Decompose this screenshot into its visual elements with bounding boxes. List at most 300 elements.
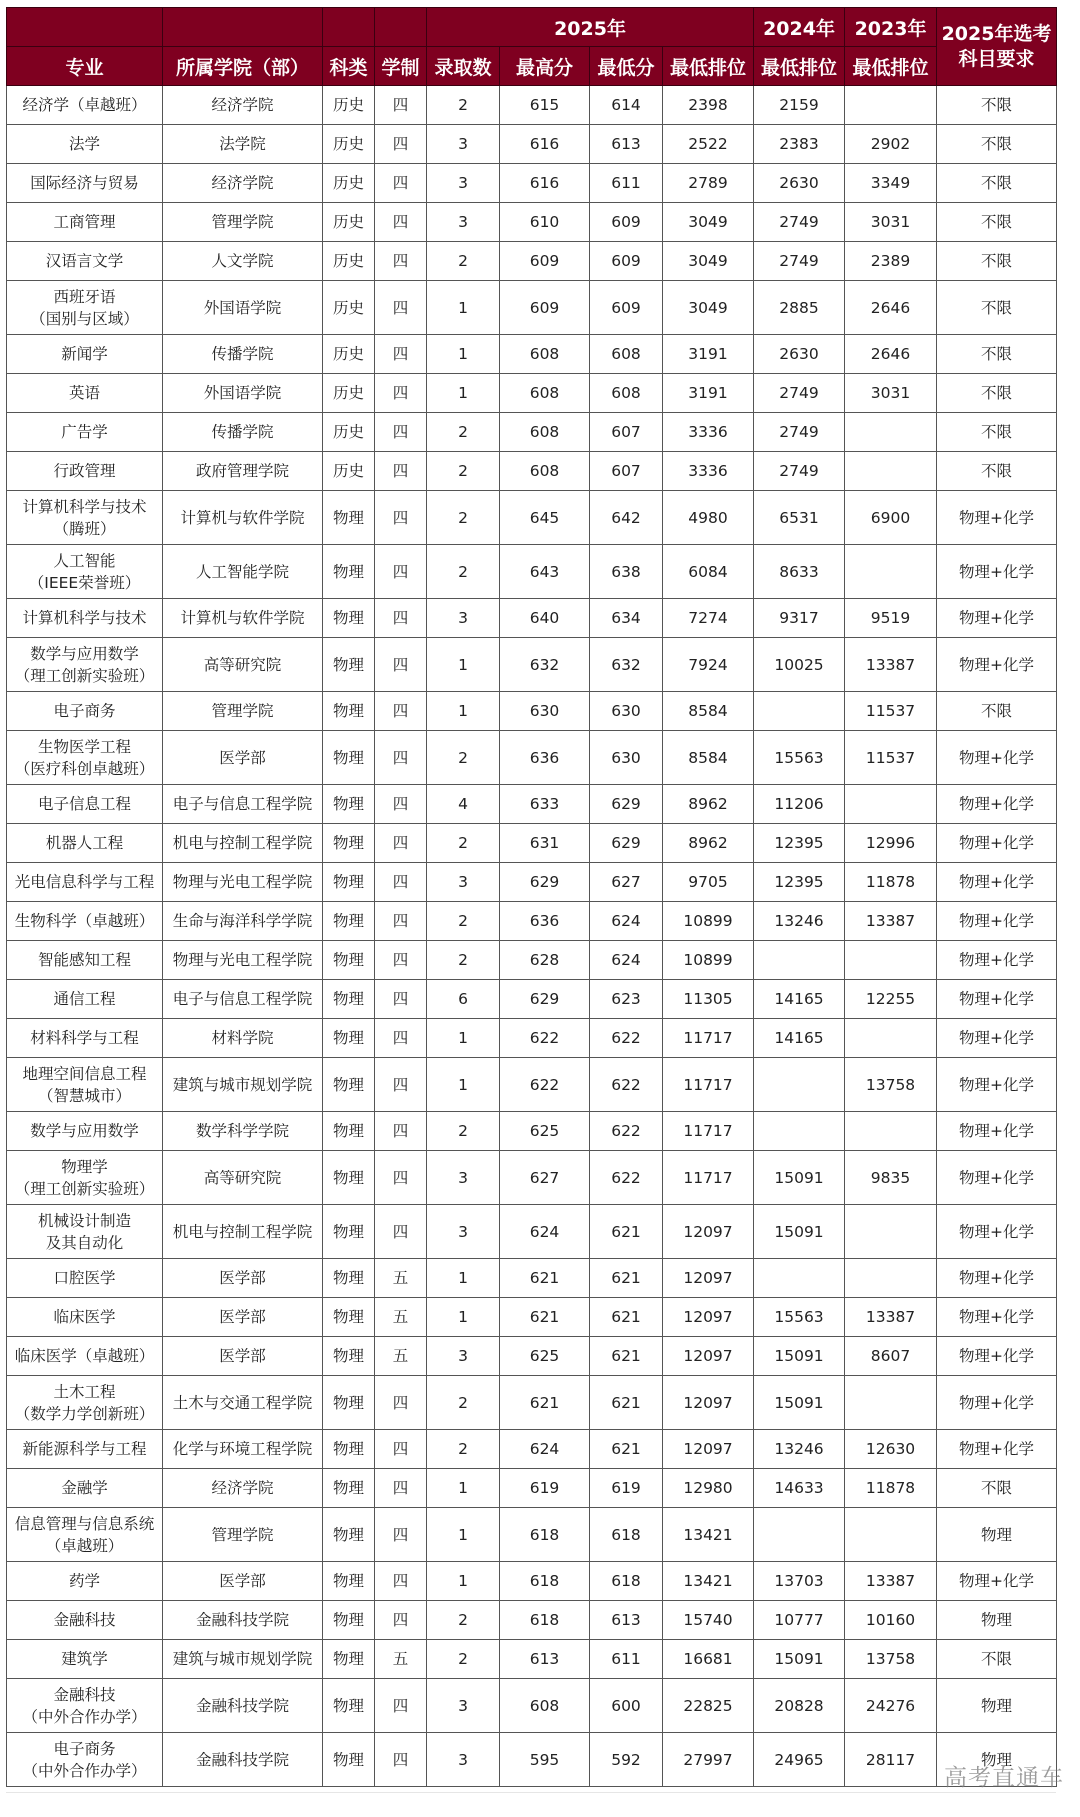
cell-admitted: 1 (427, 1058, 500, 1112)
cell-min-score-2025: 607 (590, 413, 663, 452)
cell-min-rank-2024: 2749 (754, 242, 845, 281)
cell-max-score-2025: 631 (500, 824, 590, 863)
cell-college: 建筑与城市规划学院 (163, 1058, 323, 1112)
cell-category: 历史 (323, 413, 375, 452)
table-header (7, 8, 1057, 86)
cell-years: 四 (375, 1508, 427, 1562)
cell-college: 传播学院 (163, 335, 323, 374)
cell-years: 四 (375, 242, 427, 281)
cell-admitted: 1 (427, 1562, 500, 1601)
admission-table-container (6, 7, 1056, 1787)
cell-subject-requirement: 不限 (937, 335, 1057, 374)
cell-category: 历史 (323, 452, 375, 491)
cell-min-rank-2024: 2630 (754, 164, 845, 203)
cell-category: 物理 (323, 902, 375, 941)
cell-min-rank-2023 (845, 941, 937, 980)
cell-category: 物理 (323, 1298, 375, 1337)
cell-years: 五 (375, 1337, 427, 1376)
table-row (7, 335, 1057, 374)
cell-years: 四 (375, 1733, 427, 1787)
cell-min-rank-2025: 3049 (663, 242, 754, 281)
cell-max-score-2025: 643 (500, 545, 590, 599)
cell-max-score-2025: 640 (500, 599, 590, 638)
cell-admitted: 3 (427, 1679, 500, 1733)
cell-category: 物理 (323, 1337, 375, 1376)
cell-min-rank-2025: 7274 (663, 599, 754, 638)
header-min-score-2025: 最低分 (590, 47, 663, 86)
cell-major: 地理空间信息工程 （智慧城市） (7, 1058, 163, 1112)
cell-max-score-2025: 618 (500, 1508, 590, 1562)
cell-admitted: 3 (427, 1205, 500, 1259)
cell-category: 物理 (323, 1112, 375, 1151)
cell-college: 管理学院 (163, 203, 323, 242)
cell-min-score-2025: 630 (590, 731, 663, 785)
table-row (7, 1337, 1057, 1376)
cell-subject-requirement: 物理+化学 (937, 1337, 1057, 1376)
cell-subject-requirement: 物理+化学 (937, 545, 1057, 599)
cell-min-rank-2024 (754, 1058, 845, 1112)
cell-min-score-2025: 629 (590, 824, 663, 863)
cell-subject-requirement: 物理+化学 (937, 491, 1057, 545)
cell-min-rank-2023: 2389 (845, 242, 937, 281)
cell-min-rank-2023 (845, 1259, 937, 1298)
cell-min-rank-2023: 13387 (845, 1562, 937, 1601)
cell-subject-requirement: 物理+化学 (937, 1019, 1057, 1058)
cell-subject-requirement: 不限 (937, 374, 1057, 413)
cell-subject-requirement: 物理+化学 (937, 1151, 1057, 1205)
cell-min-rank-2024: 12395 (754, 863, 845, 902)
cell-category: 历史 (323, 86, 375, 125)
cell-max-score-2025: 630 (500, 692, 590, 731)
cell-college: 医学部 (163, 1259, 323, 1298)
cell-min-rank-2024: 15091 (754, 1376, 845, 1430)
cell-min-rank-2023: 13387 (845, 638, 937, 692)
cell-admitted: 3 (427, 863, 500, 902)
cell-min-score-2025: 613 (590, 1601, 663, 1640)
table-row (7, 902, 1057, 941)
cell-min-rank-2023: 12996 (845, 824, 937, 863)
cell-min-rank-2023: 8607 (845, 1337, 937, 1376)
cell-category: 物理 (323, 1508, 375, 1562)
header-years: 学制 (375, 47, 427, 86)
cell-years: 四 (375, 902, 427, 941)
table-row (7, 1019, 1057, 1058)
table-row (7, 1058, 1057, 1112)
cell-min-rank-2023 (845, 1205, 937, 1259)
cell-admitted: 6 (427, 980, 500, 1019)
cell-category: 物理 (323, 1019, 375, 1058)
header-blank (163, 8, 323, 47)
cell-min-rank-2025: 12097 (663, 1337, 754, 1376)
cell-min-rank-2024: 2749 (754, 413, 845, 452)
cell-min-rank-2025: 8584 (663, 692, 754, 731)
cell-max-score-2025: 616 (500, 164, 590, 203)
cell-subject-requirement: 物理 (937, 1601, 1057, 1640)
cell-min-rank-2024: 8633 (754, 545, 845, 599)
cell-max-score-2025: 621 (500, 1298, 590, 1337)
cell-min-score-2025: 621 (590, 1259, 663, 1298)
cell-max-score-2025: 632 (500, 638, 590, 692)
cell-subject-requirement: 物理+化学 (937, 638, 1057, 692)
header-group-2023: 2023年 (845, 8, 937, 47)
cell-max-score-2025: 624 (500, 1205, 590, 1259)
cell-max-score-2025: 621 (500, 1259, 590, 1298)
cell-min-rank-2024: 13246 (754, 902, 845, 941)
cell-major: 新闻学 (7, 335, 163, 374)
cell-min-rank-2023: 13758 (845, 1640, 937, 1679)
cell-years: 四 (375, 1151, 427, 1205)
cell-subject-requirement: 物理 (937, 1733, 1057, 1787)
header-min-rank-2025: 最低排位 (663, 47, 754, 86)
cell-min-rank-2024: 9317 (754, 599, 845, 638)
cell-subject-requirement: 物理+化学 (937, 599, 1057, 638)
cell-min-rank-2023 (845, 545, 937, 599)
table-row (7, 941, 1057, 980)
cell-major: 工商管理 (7, 203, 163, 242)
cell-category: 历史 (323, 374, 375, 413)
cell-major: 数学与应用数学 （理工创新实验班） (7, 638, 163, 692)
cell-subject-requirement: 物理+化学 (937, 863, 1057, 902)
header-admitted: 录取数 (427, 47, 500, 86)
cell-category: 物理 (323, 1601, 375, 1640)
cell-min-score-2025: 624 (590, 941, 663, 980)
table-row (7, 1376, 1057, 1430)
cell-min-rank-2025: 12097 (663, 1259, 754, 1298)
cell-category: 物理 (323, 692, 375, 731)
cell-min-rank-2023: 10160 (845, 1601, 937, 1640)
cell-min-rank-2023: 13758 (845, 1058, 937, 1112)
cell-major: 法学 (7, 125, 163, 164)
cell-subject-requirement: 物理+化学 (937, 731, 1057, 785)
cell-max-score-2025: 616 (500, 125, 590, 164)
cell-years: 四 (375, 1562, 427, 1601)
cell-years: 四 (375, 1679, 427, 1733)
cell-min-score-2025: 611 (590, 164, 663, 203)
cell-admitted: 2 (427, 1112, 500, 1151)
cell-min-score-2025: 621 (590, 1298, 663, 1337)
cell-college: 数学科学学院 (163, 1112, 323, 1151)
cell-major: 电子信息工程 (7, 785, 163, 824)
cell-min-rank-2025: 8584 (663, 731, 754, 785)
cell-subject-requirement: 物理+化学 (937, 824, 1057, 863)
cell-min-score-2025: 623 (590, 980, 663, 1019)
cell-major: 经济学（卓越班） (7, 86, 163, 125)
cell-min-rank-2023: 2646 (845, 281, 937, 335)
cell-subject-requirement: 不限 (937, 452, 1057, 491)
cell-min-rank-2025: 3049 (663, 203, 754, 242)
cell-min-score-2025: 613 (590, 125, 663, 164)
cell-min-rank-2025: 8962 (663, 824, 754, 863)
cell-category: 物理 (323, 980, 375, 1019)
cell-min-rank-2024: 13246 (754, 1430, 845, 1469)
table-row (7, 980, 1057, 1019)
cell-college: 医学部 (163, 731, 323, 785)
cell-max-score-2025: 618 (500, 1562, 590, 1601)
cell-major: 信息管理与信息系统 （卓越班） (7, 1508, 163, 1562)
cell-min-rank-2024: 2159 (754, 86, 845, 125)
cell-admitted: 1 (427, 692, 500, 731)
cell-major: 口腔医学 (7, 1259, 163, 1298)
table-row (7, 692, 1057, 731)
table-row (7, 599, 1057, 638)
cell-college: 计算机与软件学院 (163, 491, 323, 545)
cell-category: 物理 (323, 1733, 375, 1787)
cell-max-score-2025: 636 (500, 902, 590, 941)
cell-min-rank-2025: 3336 (663, 452, 754, 491)
cell-min-rank-2025: 12980 (663, 1469, 754, 1508)
cell-major: 临床医学（卓越班） (7, 1337, 163, 1376)
cell-admitted: 2 (427, 545, 500, 599)
cell-major: 广告学 (7, 413, 163, 452)
cell-min-rank-2025: 3191 (663, 335, 754, 374)
cell-min-rank-2024 (754, 941, 845, 980)
cell-years: 四 (375, 638, 427, 692)
cell-category: 物理 (323, 638, 375, 692)
cell-min-rank-2023 (845, 1508, 937, 1562)
cell-years: 四 (375, 1019, 427, 1058)
header-subject-requirement (937, 8, 1057, 86)
table-row (7, 863, 1057, 902)
cell-major: 新能源科学与工程 (7, 1430, 163, 1469)
table-row (7, 86, 1057, 125)
cell-category: 物理 (323, 863, 375, 902)
cell-category: 物理 (323, 731, 375, 785)
cell-min-rank-2023: 9835 (845, 1151, 937, 1205)
table-row (7, 638, 1057, 692)
cell-major: 金融科技 （中外合作办学） (7, 1679, 163, 1733)
cell-max-score-2025: 609 (500, 242, 590, 281)
watermark: 高考直通车 (944, 1765, 1064, 1791)
cell-college: 经济学院 (163, 86, 323, 125)
cell-admitted: 3 (427, 1733, 500, 1787)
cell-min-score-2025: 632 (590, 638, 663, 692)
cell-max-score-2025: 622 (500, 1058, 590, 1112)
cell-admitted: 1 (427, 1469, 500, 1508)
cell-admitted: 1 (427, 374, 500, 413)
cell-subject-requirement: 不限 (937, 164, 1057, 203)
cell-min-rank-2023: 2646 (845, 335, 937, 374)
cell-admitted: 2 (427, 731, 500, 785)
cell-max-score-2025: 625 (500, 1337, 590, 1376)
cell-years: 四 (375, 731, 427, 785)
cell-college: 政府管理学院 (163, 452, 323, 491)
cell-admitted: 2 (427, 452, 500, 491)
cell-min-rank-2023: 12255 (845, 980, 937, 1019)
cell-years: 四 (375, 491, 427, 545)
cell-min-rank-2024: 14633 (754, 1469, 845, 1508)
cell-min-rank-2024: 15563 (754, 1298, 845, 1337)
cell-admitted: 3 (427, 164, 500, 203)
table-row (7, 1469, 1057, 1508)
cell-min-rank-2025: 11717 (663, 1112, 754, 1151)
cell-admitted: 2 (427, 86, 500, 125)
cell-min-score-2025: 618 (590, 1508, 663, 1562)
cell-subject-requirement: 不限 (937, 86, 1057, 125)
cell-min-rank-2023: 11878 (845, 863, 937, 902)
cell-years: 四 (375, 599, 427, 638)
cell-college: 传播学院 (163, 413, 323, 452)
cell-years: 四 (375, 125, 427, 164)
cell-min-rank-2023 (845, 86, 937, 125)
header-group-2025: 2025年 (427, 8, 754, 47)
cell-min-rank-2025: 12097 (663, 1430, 754, 1469)
cell-subject-requirement: 不限 (937, 1640, 1057, 1679)
cell-min-rank-2023: 24276 (845, 1679, 937, 1733)
cell-min-rank-2023 (845, 785, 937, 824)
cell-max-score-2025: 633 (500, 785, 590, 824)
cell-major: 机器人工程 (7, 824, 163, 863)
cell-years: 四 (375, 413, 427, 452)
cell-admitted: 1 (427, 1019, 500, 1058)
cell-min-rank-2023: 11537 (845, 692, 937, 731)
cell-max-score-2025: 608 (500, 413, 590, 452)
cell-subject-requirement: 物理+化学 (937, 1562, 1057, 1601)
cell-major: 药学 (7, 1562, 163, 1601)
cell-years: 五 (375, 1640, 427, 1679)
cell-max-score-2025: 610 (500, 203, 590, 242)
cell-college: 医学部 (163, 1337, 323, 1376)
cell-category: 历史 (323, 203, 375, 242)
cell-min-rank-2024 (754, 692, 845, 731)
cell-category: 物理 (323, 1640, 375, 1679)
cell-min-rank-2024: 15091 (754, 1205, 845, 1259)
cell-college: 外国语学院 (163, 281, 323, 335)
cell-college: 物理与光电工程学院 (163, 863, 323, 902)
cell-admitted: 2 (427, 824, 500, 863)
cell-subject-requirement: 物理+化学 (937, 1430, 1057, 1469)
cell-min-score-2025: 634 (590, 599, 663, 638)
cell-major: 物理学 （理工创新实验班） (7, 1151, 163, 1205)
cell-category: 物理 (323, 1205, 375, 1259)
cell-category: 物理 (323, 1469, 375, 1508)
cell-min-rank-2023 (845, 1376, 937, 1430)
cell-years: 四 (375, 545, 427, 599)
cell-subject-requirement: 物理+化学 (937, 1376, 1057, 1430)
cell-min-score-2025: 592 (590, 1733, 663, 1787)
cell-admitted: 2 (427, 1430, 500, 1469)
cell-max-score-2025: 622 (500, 1019, 590, 1058)
cell-college: 高等研究院 (163, 638, 323, 692)
cell-category: 历史 (323, 242, 375, 281)
cell-subject-requirement: 物理+化学 (937, 1058, 1057, 1112)
cell-min-score-2025: 608 (590, 335, 663, 374)
cell-years: 四 (375, 281, 427, 335)
table-row (7, 281, 1057, 335)
table-row (7, 1112, 1057, 1151)
table-row (7, 164, 1057, 203)
cell-max-score-2025: 624 (500, 1430, 590, 1469)
cell-years: 四 (375, 335, 427, 374)
cell-major: 金融科技 (7, 1601, 163, 1640)
cell-category: 物理 (323, 941, 375, 980)
cell-min-rank-2024: 10025 (754, 638, 845, 692)
cell-min-rank-2023 (845, 1112, 937, 1151)
cell-years: 四 (375, 1469, 427, 1508)
cell-min-score-2025: 611 (590, 1640, 663, 1679)
cell-years: 四 (375, 1430, 427, 1469)
cell-college: 经济学院 (163, 164, 323, 203)
cell-min-rank-2024: 15091 (754, 1337, 845, 1376)
cell-min-score-2025: 609 (590, 281, 663, 335)
cell-college: 外国语学院 (163, 374, 323, 413)
cell-admitted: 2 (427, 413, 500, 452)
cell-category: 物理 (323, 1376, 375, 1430)
cell-min-rank-2023: 3349 (845, 164, 937, 203)
header-subject-requirement-line2: 科目要求 (958, 47, 1035, 70)
cell-min-rank-2024: 14165 (754, 1019, 845, 1058)
cell-years: 四 (375, 164, 427, 203)
cell-college: 机电与控制工程学院 (163, 824, 323, 863)
cell-min-score-2025: 622 (590, 1019, 663, 1058)
cell-max-score-2025: 615 (500, 86, 590, 125)
cell-college: 医学部 (163, 1298, 323, 1337)
table-row (7, 242, 1057, 281)
cell-min-score-2025: 614 (590, 86, 663, 125)
cell-major: 光电信息科学与工程 (7, 863, 163, 902)
cell-category: 物理 (323, 824, 375, 863)
cell-min-rank-2024: 24965 (754, 1733, 845, 1787)
cell-min-rank-2025: 3049 (663, 281, 754, 335)
cell-max-score-2025: 608 (500, 452, 590, 491)
cell-major: 电子商务 （中外合作办学） (7, 1733, 163, 1787)
cell-max-score-2025: 625 (500, 1112, 590, 1151)
cell-college: 化学与环境工程学院 (163, 1430, 323, 1469)
cell-years: 五 (375, 1259, 427, 1298)
cell-category: 物理 (323, 491, 375, 545)
cell-major: 通信工程 (7, 980, 163, 1019)
cell-min-rank-2025: 10899 (663, 941, 754, 980)
cell-major: 智能感知工程 (7, 941, 163, 980)
cell-subject-requirement: 物理+化学 (937, 980, 1057, 1019)
cell-min-rank-2024: 2383 (754, 125, 845, 164)
cell-min-score-2025: 608 (590, 374, 663, 413)
cell-min-rank-2024: 6531 (754, 491, 845, 545)
cell-major: 人工智能 （IEEE荣誉班） (7, 545, 163, 599)
cell-subject-requirement: 物理+化学 (937, 902, 1057, 941)
cell-min-rank-2025: 12097 (663, 1205, 754, 1259)
cell-max-score-2025: 629 (500, 980, 590, 1019)
cell-years: 四 (375, 785, 427, 824)
cell-years: 四 (375, 1376, 427, 1430)
cell-college: 土木与交通工程学院 (163, 1376, 323, 1430)
cell-admitted: 3 (427, 599, 500, 638)
cell-admitted: 2 (427, 242, 500, 281)
cell-major: 计算机科学与技术 （腾班） (7, 491, 163, 545)
cell-min-score-2025: 618 (590, 1562, 663, 1601)
cell-subject-requirement: 物理+化学 (937, 1112, 1057, 1151)
cell-min-rank-2024: 15091 (754, 1151, 845, 1205)
cell-max-score-2025: 621 (500, 1376, 590, 1430)
admission-score-table (6, 7, 1057, 1787)
cell-college: 材料学院 (163, 1019, 323, 1058)
cell-subject-requirement: 物理+化学 (937, 1259, 1057, 1298)
cell-category: 物理 (323, 785, 375, 824)
header-min-rank-2024: 最低排位 (754, 47, 845, 86)
cell-category: 物理 (323, 1259, 375, 1298)
cell-admitted: 1 (427, 1259, 500, 1298)
header-blank (7, 8, 163, 47)
cell-college: 高等研究院 (163, 1151, 323, 1205)
cell-min-score-2025: 621 (590, 1430, 663, 1469)
table-row (7, 824, 1057, 863)
cell-min-rank-2024: 20828 (754, 1679, 845, 1733)
header-subject-requirement-line1: 2025年选考 (941, 22, 1052, 45)
cell-years: 四 (375, 1601, 427, 1640)
cell-min-rank-2025: 7924 (663, 638, 754, 692)
cell-min-score-2025: 607 (590, 452, 663, 491)
cell-min-rank-2025: 11717 (663, 1151, 754, 1205)
cell-min-rank-2024: 2885 (754, 281, 845, 335)
